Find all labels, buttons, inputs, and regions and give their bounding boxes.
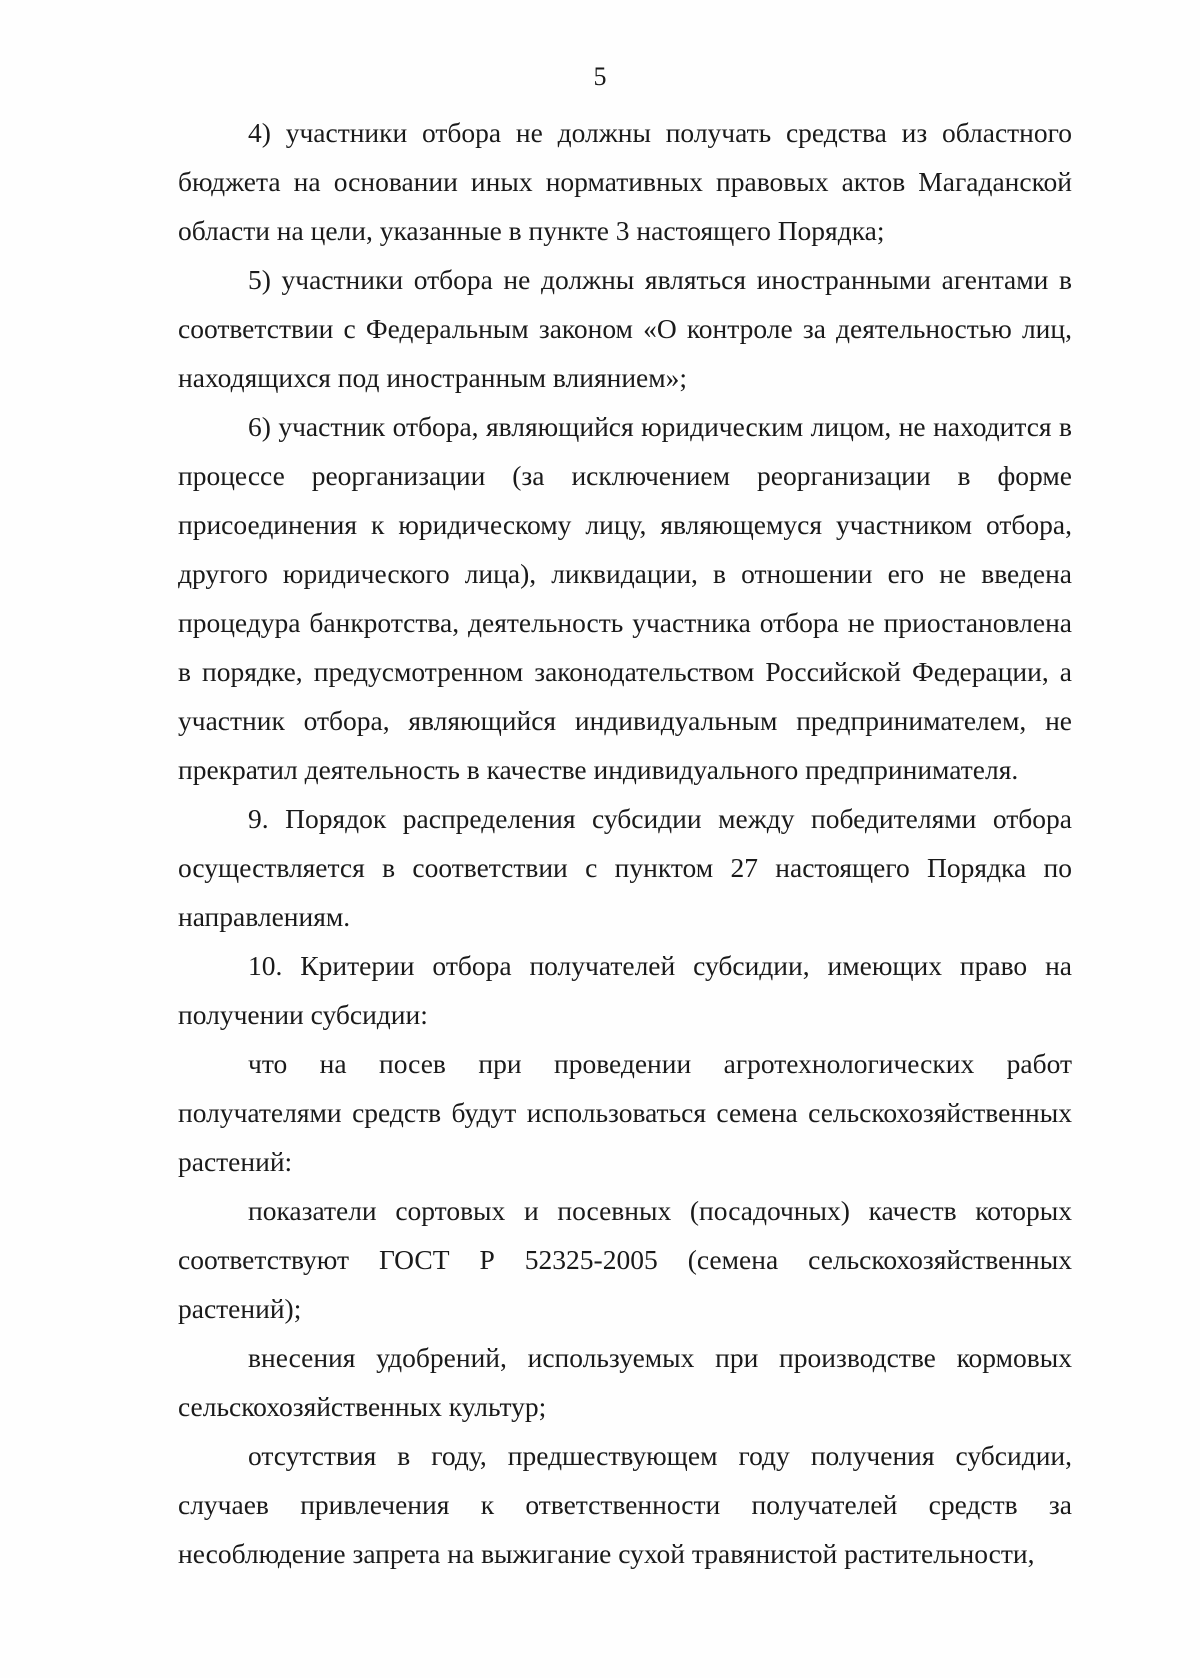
paragraph-criterion-burning: отсутствия в году, предшествующем году получения субсидии, случаев привлечения к ответственности получателей средств за несоблюдение запрета на выжигание сухой травянистой растительности,	[178, 1440, 1072, 1569]
paragraph-criterion-fertilizers: внесения удобрений, используемых при производстве кормовых сельскохозяйственных культур;	[178, 1342, 1072, 1422]
paragraph-criterion-gost: показатели сортовых и посевных (посадочных) качеств которых соответствуют ГОСТ Р 52325-2005 (семена сельскохозяйственных растений);	[178, 1195, 1072, 1324]
paragraph-item-4: 4) участники отбора не должны получать средства из областного бюджета на основании иных нормативных правовых актов Магаданской области на цели, указанные в пункте 3 настоящего Порядка;	[178, 117, 1072, 246]
document-body	[178, 108, 1072, 1578]
paragraph-item-6: 6) участник отбора, являющийся юридическим лицом, не находится в процессе реорганизации (за исключением реорганизации в форме присоединения к юридическому лицу, являющемуся участником отбора, другого юридического лица), ликвидации, в отношении его не введена процедура банкротства, деятельность участника отбора не приостановлена в порядке, предусмотренном законодательством Российской Федерации, а участник отбора, являющийся индивидуальным предпринимателем, не прекратил деятельность в качестве индивидуального предпринимателя.	[178, 411, 1072, 785]
paragraph-item-5: 5) участники отбора не должны являться иностранными агентами в соответствии с Федеральным законом «О контроле за деятельностью лиц, находящихся под иностранным влиянием»;	[178, 264, 1072, 393]
paragraph-criterion-seeds: что на посев при проведении агротехнологических работ получателями средств будут использоваться семена сельскохозяйственных растений:	[178, 1048, 1072, 1177]
page-number: 5	[593, 62, 607, 91]
paragraph-section-9: 9. Порядок распределения субсидии между победителями отбора осуществляется в соответствии с пунктом 27 настоящего Порядка по направлениям.	[178, 803, 1072, 932]
paragraph-section-10: 10. Критерии отбора получателей субсидии, имеющих право на получении субсидии:	[178, 950, 1072, 1030]
